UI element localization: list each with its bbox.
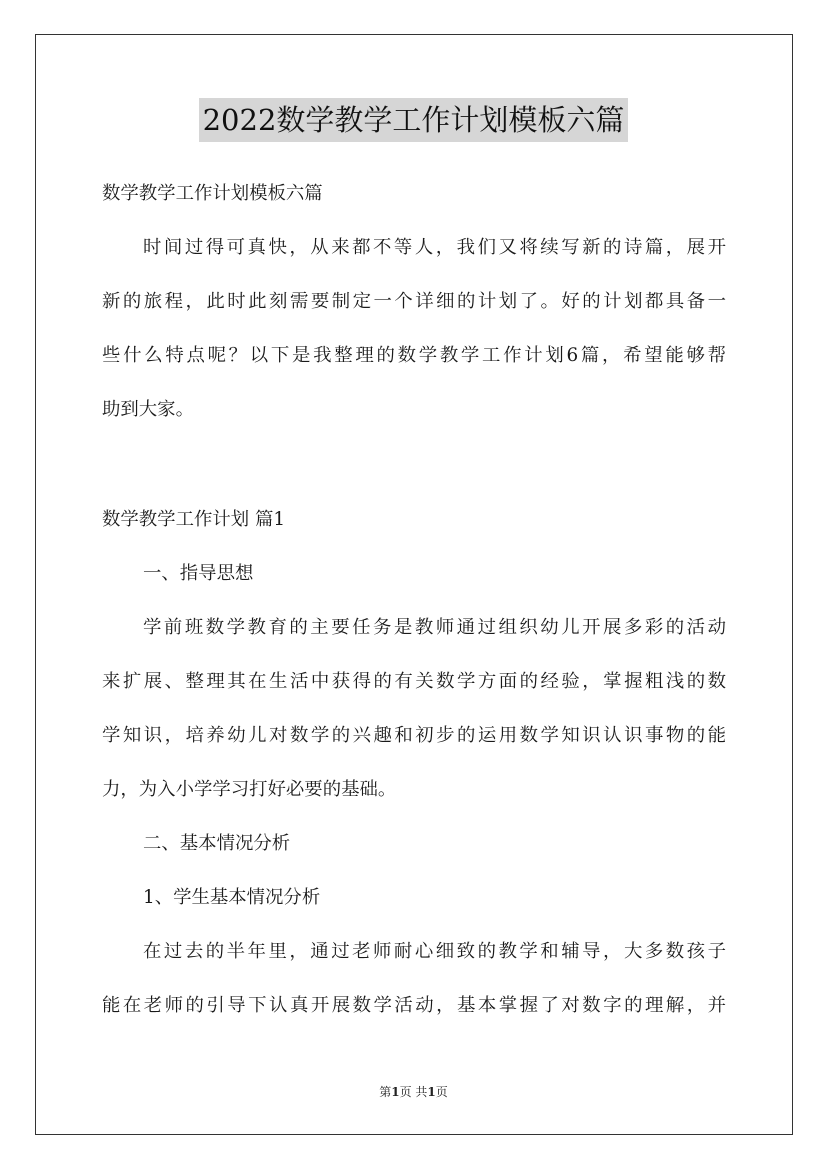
part1-line-1: 学前班数学教育的主要任务是教师通过组织幼儿开展多彩的活动 <box>143 617 726 638</box>
part1-line-4: 力，为入小学学习打好必要的基础。 <box>102 779 397 800</box>
intro-line-2: 新的旅程，此时此刻需要制定一个详细的计划了。好的计划都具备一 <box>102 291 726 312</box>
document-subtitle: 数学教学工作计划模板六篇 <box>102 183 323 204</box>
part1-line-3: 学知识，培养幼儿对数学的兴趣和初步的运用数学知识认识事物的能 <box>102 725 726 746</box>
footer-page-total: 1 <box>427 1085 436 1099</box>
footer-page-mid: 页 共 <box>399 1085 428 1099</box>
intro-line-3: 些什么特点呢？以下是我整理的数学教学工作计划6篇，希望能够帮 <box>102 345 726 366</box>
part1-heading: 一、指导思想 <box>143 563 254 584</box>
part2-sub-heading: 1、学生基本情况分析 <box>143 887 321 908</box>
section-heading: 数学教学工作计划 篇1 <box>102 509 286 530</box>
footer-page-prefix: 第 <box>379 1085 392 1099</box>
part2-line-2: 能在老师的引导下认真开展数学活动，基本掌握了对数字的理解，并 <box>102 995 726 1016</box>
page-footer <box>0 1084 827 1100</box>
part2-line-1: 在过去的半年里，通过老师耐心细致的教学和辅导，大多数孩子 <box>143 941 726 962</box>
footer-page-current: 1 <box>391 1085 400 1099</box>
title-container <box>0 98 827 142</box>
intro-line-4: 助到大家。 <box>102 399 194 420</box>
part1-line-2: 来扩展、整理其在生活中获得的有关数学方面的经验，掌握粗浅的数 <box>102 671 726 692</box>
document-title: 2022数学教学工作计划模板六篇 <box>199 98 629 142</box>
part2-heading: 二、基本情况分析 <box>143 833 291 854</box>
intro-line-1: 时间过得可真快，从来都不等人，我们又将续写新的诗篇，展开 <box>143 237 726 258</box>
footer-page-suffix: 页 <box>435 1085 448 1099</box>
